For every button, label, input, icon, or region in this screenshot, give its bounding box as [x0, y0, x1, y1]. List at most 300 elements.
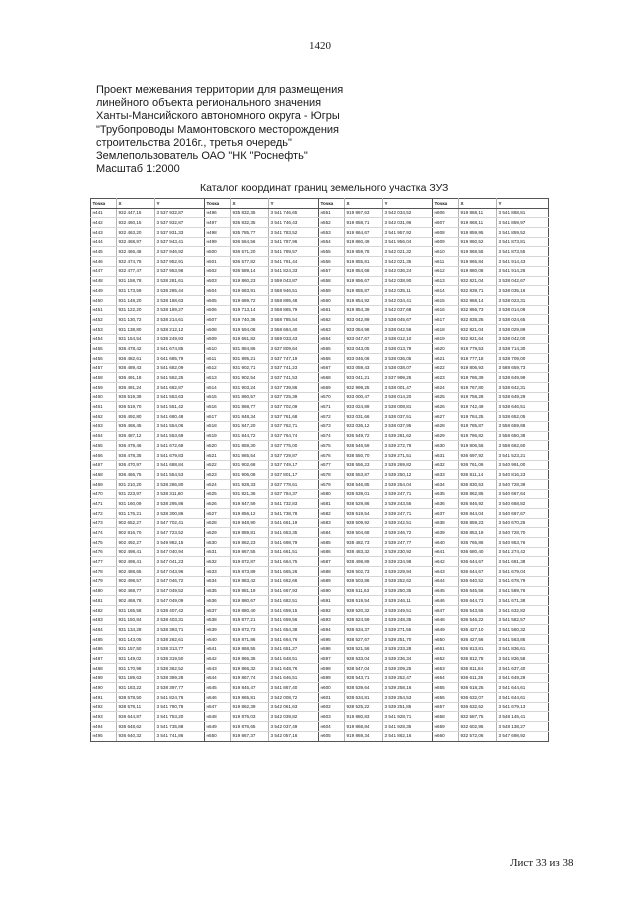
y-coordinate-cell: 3 538 281,61 [155, 276, 205, 286]
y-coordinate-cell: 3 539 258,16 [383, 683, 433, 693]
point-id-cell: н516 [205, 402, 231, 412]
y-coordinate-cell: 3 537 952,91 [155, 257, 205, 267]
y-coordinate-cell: 3 541 553,69 [155, 431, 205, 441]
x-coordinate-cell: 931 865,54 [231, 450, 269, 460]
y-coordinate-cell: 3 541 672,69 [155, 441, 205, 451]
point-id-cell: н450 [91, 295, 117, 305]
point-id-cell: н611 [433, 257, 459, 267]
point-id-cell: н539 [205, 625, 231, 635]
title-line: "Трубопроводы Мамонтовского месторождения [96, 123, 340, 136]
y-coordinate-cell: 3 539 250,12 [383, 470, 433, 480]
x-coordinate-cell: 919 865,84 [459, 257, 497, 267]
y-coordinate-cell: 3 539 236,34 [383, 654, 433, 664]
x-coordinate-cell: 919 868,11 [459, 208, 497, 218]
point-id-cell: н636 [433, 499, 459, 509]
x-coordinate-cell: 919 845,47 [231, 683, 269, 693]
point-id-cell: н497 [205, 218, 231, 228]
y-coordinate-cell: 3 549 982,15 [155, 538, 205, 548]
point-id-cell: н601 [319, 693, 345, 703]
y-coordinate-cell: 3 540 728,70 [497, 528, 549, 538]
x-coordinate-cell: 919 683,91 [231, 286, 269, 296]
title-line: Ханты-Мансийского автономного округа - Югры [96, 110, 340, 123]
point-id-cell: н559 [319, 286, 345, 296]
table-row [91, 547, 549, 557]
x-coordinate-cell: 919 864,67 [345, 228, 383, 238]
point-id-cell: н626 [433, 402, 459, 412]
y-coordinate-cell: 3 539 271,51 [383, 450, 433, 460]
x-coordinate-cell: 933 000,47 [345, 392, 383, 402]
point-id-cell: н577 [319, 460, 345, 470]
y-coordinate-cell: 3 542 035,11 [383, 286, 433, 296]
x-coordinate-cell: 936 644,87 [117, 712, 155, 722]
project-title [96, 84, 426, 176]
y-coordinate-cell: 3 538 045,67 [383, 315, 433, 325]
x-coordinate-cell: 902 816,70 [117, 528, 155, 538]
x-coordinate-cell: 938 534,37 [345, 625, 383, 635]
x-coordinate-cell: 931 859,30 [231, 441, 269, 451]
point-id-cell: н609 [433, 237, 459, 247]
table-row [91, 528, 549, 538]
y-coordinate-cell: 3 539 248,35 [383, 615, 433, 625]
point-id-cell: н500 [205, 247, 231, 257]
x-coordinate-cell: 919 777,18 [459, 354, 497, 364]
point-id-cell: н564 [319, 334, 345, 344]
x-coordinate-cell: 919 854,68 [345, 266, 383, 276]
point-id-cell: н594 [319, 625, 345, 635]
table-row [91, 431, 549, 441]
y-coordinate-cell: 3 541 859,97 [497, 218, 549, 228]
point-id-cell: н480 [91, 586, 117, 596]
point-id-cell: н600 [319, 683, 345, 693]
x-coordinate-cell: 936 487,12 [117, 431, 155, 441]
point-id-cell: н572 [319, 412, 345, 422]
x-coordinate-cell: 936 491,24 [117, 383, 155, 393]
table-row [91, 402, 549, 412]
point-id-cell: н606 [433, 208, 459, 218]
x-coordinate-cell: 919 779,53 [459, 344, 497, 354]
y-coordinate-cell: 3 538 300,86 [155, 509, 205, 519]
x-coordinate-cell: 919 855,87 [345, 286, 383, 296]
table-row [91, 664, 549, 674]
y-coordinate-cell: 3 541 867,40 [269, 683, 319, 693]
x-coordinate-cell: 933 047,67 [345, 334, 383, 344]
x-coordinate-cell: 919 859,95 [459, 228, 497, 238]
table-header-row [91, 199, 549, 209]
y-coordinate-cell: 3 539 209,25 [383, 664, 433, 674]
point-id-cell: н478 [91, 567, 117, 577]
point-id-cell: н482 [91, 605, 117, 615]
x-coordinate-cell: 919 860,52 [459, 237, 497, 247]
point-id-cell: н444 [91, 237, 117, 247]
point-id-cell: н569 [319, 383, 345, 393]
point-id-cell: н466 [91, 450, 117, 460]
x-coordinate-cell: 919 883,42 [231, 576, 269, 586]
table-row [91, 460, 549, 470]
x-coordinate-cell: 938 550,70 [345, 450, 383, 460]
x-coordinate-cell: 936 618,25 [459, 683, 497, 693]
x-coordinate-cell: 931 844,72 [231, 431, 269, 441]
x-coordinate-cell: 936 811,14 [459, 470, 497, 480]
x-coordinate-cell: 933 024,89 [345, 402, 383, 412]
x-coordinate-cell: 919 865,81 [231, 693, 269, 703]
table-row [91, 286, 549, 296]
x-coordinate-cell: 902 492,27 [117, 538, 155, 548]
x-coordinate-cell: 919 868,11 [459, 218, 497, 228]
column-header: X [117, 199, 155, 209]
point-id-cell: н487 [91, 654, 117, 664]
y-coordinate-cell: 3 541 789,57 [269, 247, 319, 257]
x-coordinate-cell: 936 844,04 [459, 509, 497, 519]
x-coordinate-cell: 931 210,20 [117, 479, 155, 489]
point-id-cell: н562 [319, 315, 345, 325]
y-coordinate-cell: 3 537 761,68 [269, 412, 319, 422]
point-id-cell: н541 [205, 644, 231, 654]
y-coordinate-cell: 3 541 637,40 [497, 664, 549, 674]
title-line: Проект межевания территории для размещения [96, 84, 344, 96]
point-id-cell: н469 [91, 479, 117, 489]
point-id-cell: н623 [433, 373, 459, 383]
y-coordinate-cell: 3 541 679,04 [497, 567, 549, 577]
y-coordinate-cell: 3 548 138,27 [497, 722, 549, 732]
y-coordinate-cell: 3 547 040,94 [155, 547, 205, 557]
x-coordinate-cell: 936 543,55 [459, 605, 497, 615]
x-coordinate-cell: 938 578,11 [117, 702, 155, 712]
y-coordinate-cell: 3 539 234,98 [383, 557, 433, 567]
y-coordinate-cell: 3 541 738,78 [269, 509, 319, 519]
x-coordinate-cell: 938 504,68 [345, 528, 383, 538]
y-coordinate-cell: 3 541 862,16 [383, 731, 433, 741]
point-id-cell: н605 [319, 731, 345, 741]
table-body [91, 208, 549, 741]
x-coordinate-cell: 919 784,25 [459, 412, 497, 422]
point-id-cell: н485 [91, 634, 117, 644]
point-id-cell: н495 [91, 731, 117, 741]
table-row [91, 489, 549, 499]
point-id-cell: н473 [91, 518, 117, 528]
point-id-cell: н570 [319, 392, 345, 402]
x-coordinate-cell: 938 502,73 [345, 567, 383, 577]
y-coordinate-cell: 3 540 991,00 [497, 460, 549, 470]
x-coordinate-cell: 936 846,92 [459, 499, 497, 509]
table-row [91, 276, 549, 286]
point-id-cell: н458 [91, 373, 117, 383]
point-id-cell: н654 [433, 673, 459, 683]
x-coordinate-cell: 932 572,06 [459, 731, 497, 741]
x-coordinate-cell: 931 160,09 [117, 499, 155, 509]
y-coordinate-cell: 3 538 649,99 [497, 373, 549, 383]
x-coordinate-cell: 919 871,86 [231, 634, 269, 644]
point-id-cell: н448 [91, 276, 117, 286]
table-row [91, 363, 549, 373]
table-row [91, 518, 549, 528]
point-id-cell: н607 [433, 218, 459, 228]
point-id-cell: н635 [433, 489, 459, 499]
x-coordinate-cell: 932 587,75 [459, 712, 497, 722]
y-coordinate-cell: 3 537 953,96 [155, 266, 205, 276]
x-coordinate-cell: 902 498,41 [117, 547, 155, 557]
column-header: Y [383, 199, 433, 209]
x-coordinate-cell: 936 546,22 [459, 615, 497, 625]
y-coordinate-cell: 3 541 836,61 [497, 644, 549, 654]
y-coordinate-cell: 3 541 682,09 [155, 363, 205, 373]
x-coordinate-cell: 932 447,15 [117, 208, 155, 218]
x-coordinate-cell: 936 830,53 [459, 479, 497, 489]
point-id-cell: н628 [433, 421, 459, 431]
y-coordinate-cell: 3 541 589,76 [497, 586, 549, 596]
table-row [91, 722, 549, 732]
x-coordinate-cell: 919 854,92 [345, 295, 383, 305]
y-coordinate-cell: 3 538 249,93 [155, 334, 205, 344]
y-coordinate-cell: 3 541 746,43 [269, 218, 319, 228]
y-coordinate-cell: 3 539 251,70 [383, 634, 433, 644]
point-id-cell: н451 [91, 305, 117, 315]
point-id-cell: н491 [91, 693, 117, 703]
y-coordinate-cell: 3 541 741,86 [155, 731, 205, 741]
y-coordinate-cell: 3 538 389,28 [155, 673, 205, 683]
x-coordinate-cell: 919 867,37 [231, 731, 269, 741]
point-id-cell: н591 [319, 596, 345, 606]
y-coordinate-cell: 3 537 778,61 [269, 479, 319, 489]
x-coordinate-cell: 931 868,77 [231, 402, 269, 412]
y-coordinate-cell: 3 541 551,42 [155, 402, 205, 412]
x-coordinate-cell: 936 478,42 [117, 344, 155, 354]
x-coordinate-cell: 919 859,78 [345, 247, 383, 257]
x-coordinate-cell: 936 466,75 [117, 470, 155, 480]
y-coordinate-cell: 3 541 667,93 [269, 586, 319, 596]
x-coordinate-cell: 931 143,05 [117, 634, 155, 644]
x-coordinate-cell: 902 498,41 [117, 557, 155, 567]
x-coordinate-cell: 932 999,25 [345, 383, 383, 393]
point-id-cell: н558 [319, 276, 345, 286]
y-coordinate-cell: 3 539 250,35 [383, 586, 433, 596]
y-coordinate-cell: 3 539 230,92 [383, 547, 433, 557]
point-id-cell: н622 [433, 363, 459, 373]
x-coordinate-cell: 932 460,15 [117, 218, 155, 228]
point-id-cell: н528 [205, 518, 231, 528]
x-coordinate-cell: 919 881,19 [231, 586, 269, 596]
x-coordinate-cell: 932 474,78 [117, 257, 155, 267]
y-coordinate-cell: 3 541 928,71 [383, 712, 433, 722]
x-coordinate-cell: 931 928,33 [231, 479, 269, 489]
column-header: Точка [205, 199, 231, 209]
x-coordinate-cell: 919 651,82 [231, 334, 269, 344]
point-id-cell: н488 [91, 664, 117, 674]
y-coordinate-cell: 3 537 932,87 [155, 208, 205, 218]
point-id-cell: н610 [433, 247, 459, 257]
y-coordinate-cell: 3 538 262,61 [155, 634, 205, 644]
point-id-cell: н548 [205, 712, 231, 722]
x-coordinate-cell: 936 811,84 [459, 664, 497, 674]
y-coordinate-cell: 3 541 654,38 [269, 625, 319, 635]
y-coordinate-cell: 3 542 038,90 [383, 276, 433, 286]
point-id-cell: н514 [205, 383, 231, 393]
x-coordinate-cell: 936 765,86 [459, 538, 497, 548]
y-coordinate-cell: 3 538 652,05 [497, 412, 549, 422]
point-id-cell: н637 [433, 509, 459, 519]
point-id-cell: н646 [433, 596, 459, 606]
point-id-cell: н658 [433, 712, 459, 722]
column-header: Y [155, 199, 205, 209]
y-coordinate-cell: 3 538 403,31 [155, 615, 205, 625]
x-coordinate-cell: 919 742,49 [459, 402, 497, 412]
y-coordinate-cell: 3 541 664,75 [269, 557, 319, 567]
point-id-cell: н453 [91, 324, 117, 334]
point-id-cell: н442 [91, 218, 117, 228]
point-id-cell: н506 [205, 305, 231, 315]
y-coordinate-cell: 3 558 895,48 [269, 295, 319, 305]
point-id-cell: н517 [205, 412, 231, 422]
y-coordinate-cell: 3 538 037,51 [383, 412, 433, 422]
x-coordinate-cell: 931 183,22 [117, 683, 155, 693]
x-coordinate-cell: 936 697,92 [459, 450, 497, 460]
y-coordinate-cell: 3 541 560,32 [497, 625, 549, 635]
y-coordinate-cell: 3 537 775,00 [269, 441, 319, 451]
point-id-cell: н582 [319, 509, 345, 519]
y-coordinate-cell: 3 541 648,51 [269, 654, 319, 664]
y-coordinate-cell: 3 541 824,33 [269, 266, 319, 276]
x-coordinate-cell: 919 847,59 [231, 499, 269, 509]
x-coordinate-cell: 936 645,56 [459, 586, 497, 596]
point-id-cell: н510 [205, 344, 231, 354]
y-coordinate-cell: 3 537 932,87 [155, 218, 205, 228]
y-coordinate-cell: 3 538 042,56 [383, 324, 433, 334]
y-coordinate-cell: 3 541 553,63 [155, 392, 205, 402]
point-id-cell: н587 [319, 557, 345, 567]
title-line: строительства 2016г., третья очередь" [96, 136, 292, 149]
y-coordinate-cell: 3 537 729,87 [269, 450, 319, 460]
x-coordinate-cell: 936 427,10 [459, 625, 497, 635]
x-coordinate-cell: 931 158,78 [117, 276, 155, 286]
x-coordinate-cell: 936 680,40 [459, 547, 497, 557]
y-coordinate-cell: 3 538 397,77 [155, 683, 205, 693]
point-id-cell: н616 [433, 305, 459, 315]
x-coordinate-cell: 931 189,63 [117, 673, 155, 683]
point-id-cell: н489 [91, 673, 117, 683]
x-coordinate-cell: 919 786,39 [459, 373, 497, 383]
point-id-cell: н619 [433, 334, 459, 344]
point-id-cell: н509 [205, 334, 231, 344]
y-coordinate-cell: 3 538 042,67 [497, 276, 549, 286]
point-id-cell: н657 [433, 702, 459, 712]
point-id-cell: н532 [205, 557, 231, 567]
point-id-cell: н502 [205, 266, 231, 276]
point-id-cell: н519 [205, 431, 231, 441]
table-row [91, 470, 549, 480]
point-id-cell: н454 [91, 334, 117, 344]
x-coordinate-cell: 938 483,32 [345, 547, 383, 557]
point-id-cell: н588 [319, 567, 345, 577]
y-coordinate-cell: 3 541 824,76 [155, 693, 205, 703]
x-coordinate-cell: 936 812,78 [459, 654, 497, 664]
point-id-cell: н505 [205, 295, 231, 305]
y-coordinate-cell: 3 559 033,43 [269, 334, 319, 344]
x-coordinate-cell: 933 031,66 [345, 412, 383, 422]
y-coordinate-cell: 3 542 034,52 [383, 208, 433, 218]
x-coordinate-cell: 902 488,65 [117, 567, 155, 577]
y-coordinate-cell: 3 541 662,66 [269, 576, 319, 586]
point-id-cell: н475 [91, 538, 117, 548]
point-id-cell: н618 [433, 324, 459, 334]
point-id-cell: н631 [433, 450, 459, 460]
point-id-cell: н590 [319, 586, 345, 596]
x-coordinate-cell: 936 491,18 [117, 373, 155, 383]
x-coordinate-cell: 933 043,05 [345, 344, 383, 354]
x-coordinate-cell: 919 806,93 [459, 363, 497, 373]
x-coordinate-cell: 919 867,63 [345, 208, 383, 218]
point-id-cell: н486 [91, 644, 117, 654]
point-id-cell: н470 [91, 489, 117, 499]
x-coordinate-cell: 936 761,06 [459, 460, 497, 470]
x-coordinate-cell: 919 869,34 [345, 731, 383, 741]
point-id-cell: н518 [205, 421, 231, 431]
scale-line: Масштаб 1:2000 [96, 163, 180, 176]
point-id-cell: н479 [91, 576, 117, 586]
point-id-cell: н477 [91, 557, 117, 567]
table-row [91, 421, 549, 431]
x-coordinate-cell: 938 482,73 [345, 538, 383, 548]
point-id-cell: н472 [91, 509, 117, 519]
x-coordinate-cell: 919 786,82 [459, 431, 497, 441]
x-coordinate-cell: 938 553,87 [345, 470, 383, 480]
x-coordinate-cell: 919 848,90 [231, 518, 269, 528]
point-id-cell: н556 [319, 257, 345, 267]
y-coordinate-cell: 3 547 049,09 [155, 596, 205, 606]
y-coordinate-cell: 3 547 046,72 [155, 576, 205, 586]
x-coordinate-cell: 936 489,43 [117, 363, 155, 373]
y-coordinate-cell: 3 542 039,82 [269, 712, 319, 722]
y-coordinate-cell: 3 539 271,55 [383, 625, 433, 635]
x-coordinate-cell: 931 150,84 [117, 615, 155, 625]
y-coordinate-cell: 3 538 311,60 [155, 489, 205, 499]
table-row [91, 576, 549, 586]
point-id-cell: н633 [433, 470, 459, 480]
point-id-cell: н468 [91, 470, 117, 480]
x-coordinate-cell: 931 884,86 [231, 344, 269, 354]
x-coordinate-cell: 931 902,71 [231, 363, 269, 373]
y-coordinate-cell: 3 537 999,25 [383, 373, 433, 383]
y-coordinate-cell: 3 541 783,52 [269, 228, 319, 238]
point-id-cell: н604 [319, 722, 345, 732]
x-coordinate-cell: 931 895,21 [231, 354, 269, 364]
x-coordinate-cell: 931 170,98 [117, 664, 155, 674]
y-coordinate-cell: 3 541 562,25 [155, 373, 205, 383]
column-header: Точка [319, 199, 345, 209]
y-coordinate-cell: 3 541 746,65 [269, 208, 319, 218]
x-coordinate-cell: 931 902,68 [231, 460, 269, 470]
point-id-cell: н522 [205, 460, 231, 470]
table-row [91, 509, 549, 519]
table-row [91, 237, 549, 247]
y-coordinate-cell: 3 538 038,07 [383, 363, 433, 373]
column-header: X [459, 199, 497, 209]
point-id-cell: н445 [91, 247, 117, 257]
point-id-cell: н612 [433, 266, 459, 276]
point-id-cell: н538 [205, 615, 231, 625]
point-id-cell: н461 [91, 402, 117, 412]
table-row [91, 354, 549, 364]
x-coordinate-cell: 931 860,57 [231, 392, 269, 402]
point-id-cell: н644 [433, 576, 459, 586]
point-id-cell: н608 [433, 228, 459, 238]
x-coordinate-cell: 932 821,64 [459, 334, 497, 344]
point-id-cell: н465 [91, 441, 117, 451]
y-coordinate-cell: 3 641 685,79 [155, 354, 205, 364]
x-coordinate-cell: 936 470,97 [117, 460, 155, 470]
table-row [91, 383, 549, 393]
x-coordinate-cell: 938 533,04 [345, 654, 383, 664]
x-coordinate-cell: 919 880,83 [345, 712, 383, 722]
y-coordinate-cell: 3 539 233,28 [383, 644, 433, 654]
